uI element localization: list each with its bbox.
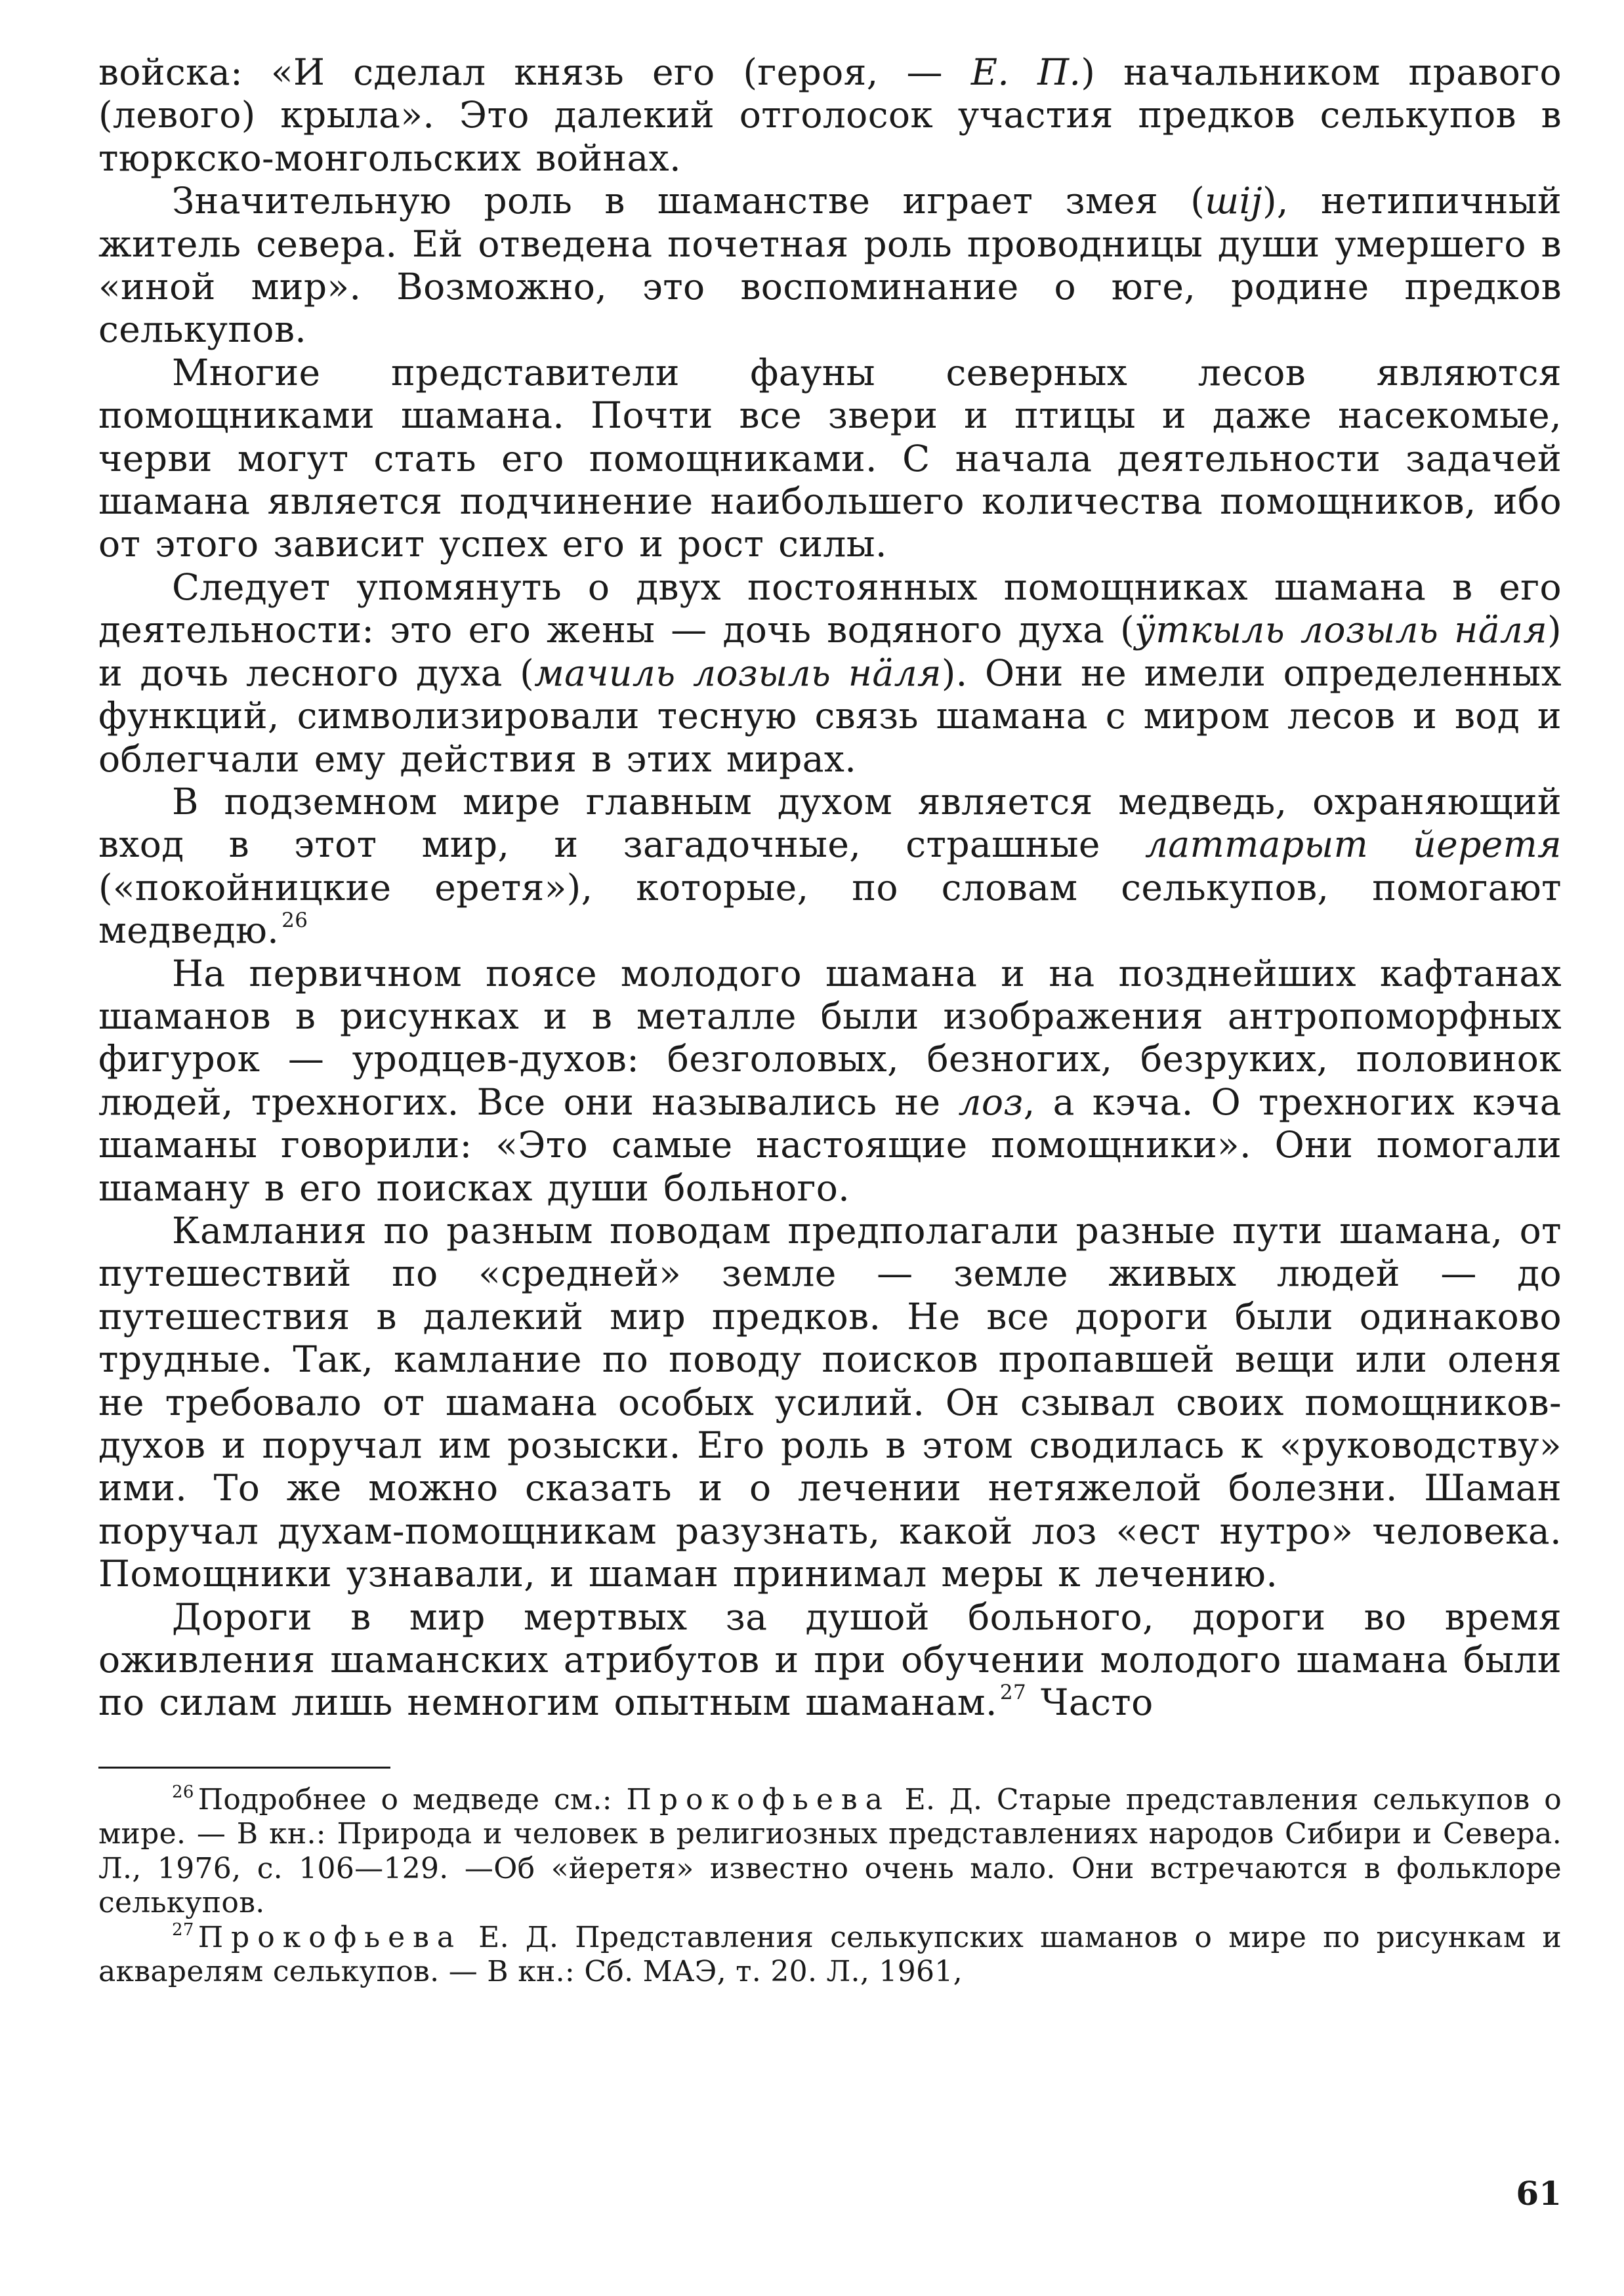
text-run: Дороги в мир мертвых за душой больного, дороги во время оживления шаманских атрибутов и при обучении молодого шамана были по силам лишь немногим опытным шаманам. [98,1595,1562,1724]
footnote-26 [98,1783,1562,1921]
text-run: , а кэча. О трехногих кэча шаманы говорили: «Это самые настоящие помощники». Они помогали шаману в его поисках души больного. [98,1080,1562,1209]
footnote-author: Прокофьева [198,1920,463,1954]
footnote-reference[interactable]: 26 [281,909,308,933]
paragraph-6 [98,953,1562,1210]
text-run: ) и дочь лесного духа ( [98,609,1562,694]
italic-term: мачиль лозыль нӓля [534,651,942,694]
italic-initials: Е. П. [970,51,1081,93]
paragraph-1 [98,51,1562,180]
footnote-text: Подробнее о медведе см.: [198,1782,627,1816]
paragraph-5 [98,781,1562,953]
footnote-author: Прокофьева [626,1782,890,1816]
page-number: 61 [1516,2174,1562,2213]
text-run: ). Они не имели определенных функций, символизировали тесную связь шамана с миром лесов и вод и облегчали ему действия в этих мирах. [98,651,1562,780]
paragraph-4 [98,566,1562,781]
footnote-divider [98,1767,390,1769]
text-run: ), нетипичный житель севера. Ей отведена почетная роль проводницы души умершего в «иной мир». Возможно, это воспоминание о юге, родине предков селькупов. [98,180,1562,351]
footnotes [98,1783,1562,1990]
body-text [98,51,1562,1725]
footnote-27 [98,1921,1562,1990]
text-run: Следует упомянуть о двух постоянных помощниках шамана в его деятельности: это его жены — дочь водяного духа ( [98,565,1562,651]
paragraph-2 [98,180,1562,352]
text-run: В подземном мире главным духом является медведь, охраняющий вход в этот мир, и загадочные, страшные [98,780,1562,866]
italic-term: шij [1205,180,1263,222]
footnote-number: 26 [172,1782,194,1802]
footnote-text: Е. Д. Представления селькупских шаманов о мире по рисункам и акварелям селькупов. — В кн.: Сб. МАЭ, т. 20. Л., 1961, [98,1920,1562,1989]
document-page [98,51,1562,2268]
text-run: На первичном поясе молодого шамана и на позднейших кафтанах шаманов в рисунках и в металле были изображения антропоморфных фигурок — уродцев-духов: безголовых, безногих, безруких, половинок людей, трехногих. Все они назывались не [98,952,1562,1123]
text-run: Часто [1026,1681,1154,1724]
italic-term: латтарыт йеретя [1144,823,1562,866]
footnote-reference[interactable]: 27 [999,1681,1027,1705]
italic-term: лоз [958,1080,1024,1123]
text-run: Значительную роль в шаманстве играет змея ( [172,180,1205,222]
paragraph-7: Камлания по разным поводам предполагали разные пути шамана, от путешествий по «средней» земле — земле живых людей — до путешествия в далекий мир предков. Не все дороги были одинаково трудные. Так, камлание по поводу поисков пропавшей вещи или оленя не требовало от шамана особых усилий. Он сзывал своих помощников-духов и поручал им розыски. Его роль в этом сводилась к «руководству» ими. То же можно сказать и о лечении нетяжелой болезни. Шаман поручал духам-помощникам разузнать, какой лоз «ест нутро» человека. Помощники узнавали, и шаман принимал меры к лечению. [98,1209,1562,1595]
text-run: («покойницкие еретя»), которые, по словам селькупов, помогают медведю. [98,866,1562,952]
paragraph-8 [98,1596,1562,1725]
footnote-number: 27 [172,1919,194,1940]
footnote-text: Е. Д. Старые представления селькупов о мире. — В кн.: Природа и человек в религиозных представлениях народов Сибири и Севера. Л., 1976, с. 106—129. —Об «йеретя» известно очень мало. Они встречаются в фольклоре селькупов. [98,1782,1562,1920]
text-run: войска: «И сделал князь его (героя, — [98,51,971,93]
paragraph-3: Многие представители фауны северных лесов являются помощниками шамана. Почти все звери и птицы и даже насекомые, черви могут стать его помощниками. С начала деятельности задачей шамана является подчинение наибольшего количества помощников, ибо от этого зависит успех его и рост силы. [98,351,1562,565]
text-run: ) начальником правого (левого) крыла». Это далекий отголосок участия предков селькупов в тюркско-монгольских войнах. [98,51,1562,179]
italic-term: ӱткыль лозыль нӓля [1135,609,1548,651]
